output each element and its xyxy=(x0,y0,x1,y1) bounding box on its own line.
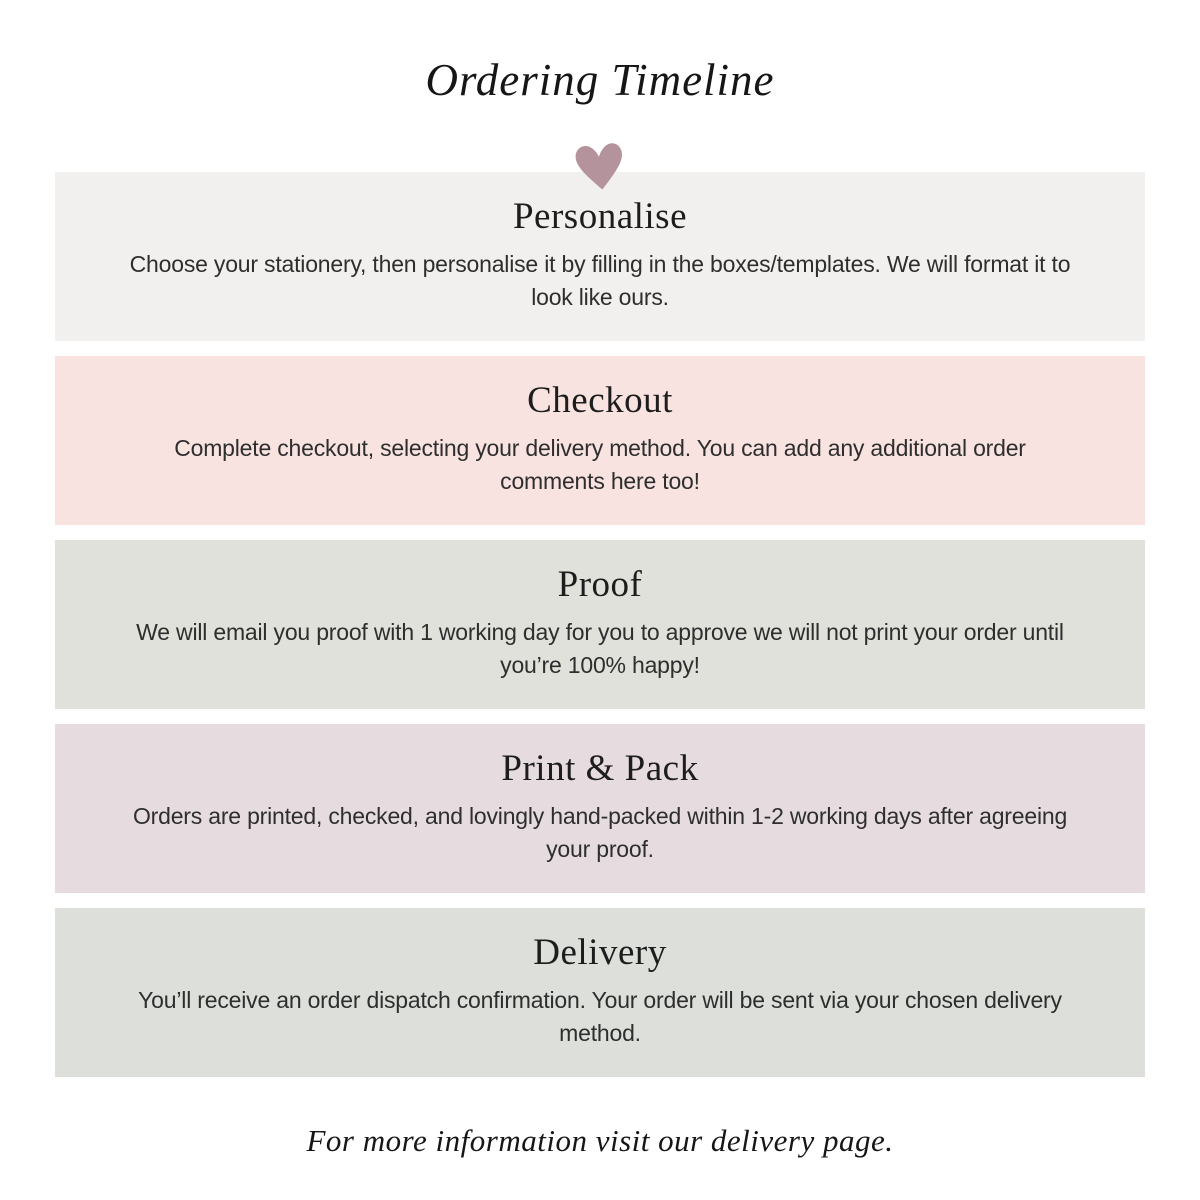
step-title: Checkout xyxy=(527,379,673,421)
step-proof xyxy=(55,540,1145,709)
step-description: You’ll receive an order dispatch confirmation. Your order will be sent via your chosen delivery method. xyxy=(138,987,1062,1047)
step-title: Personalise xyxy=(512,195,688,237)
step-description: Complete checkout, selecting your delivery method. You can add any additional order comments here too! xyxy=(174,435,1026,495)
step-title: Delivery xyxy=(533,931,667,973)
page-title: Ordering Timeline xyxy=(425,55,775,105)
step-title: Print & Pack xyxy=(501,747,699,789)
step-description: We will email you proof with 1 working day for you to approve we will not print your order until you’re 100% happy! xyxy=(136,619,1064,679)
step-description: Choose your stationery, then personalise it by filling in the boxes/templates. We will format it to look like ours. xyxy=(129,251,1071,311)
step-checkout xyxy=(55,356,1145,525)
step-delivery xyxy=(55,908,1145,1077)
heart-icon xyxy=(568,137,631,197)
step-title: Proof xyxy=(557,563,643,605)
step-print-and-pack xyxy=(55,724,1145,893)
heart-divider xyxy=(0,140,1200,194)
step-personalise xyxy=(55,172,1145,341)
step-description: Orders are printed, checked, and lovingly hand-packed within 1-2 working days after agreeing your proof. xyxy=(132,803,1068,863)
footer-note: For more information visit our delivery page. xyxy=(306,1122,894,1158)
steps-list xyxy=(55,172,1145,1077)
